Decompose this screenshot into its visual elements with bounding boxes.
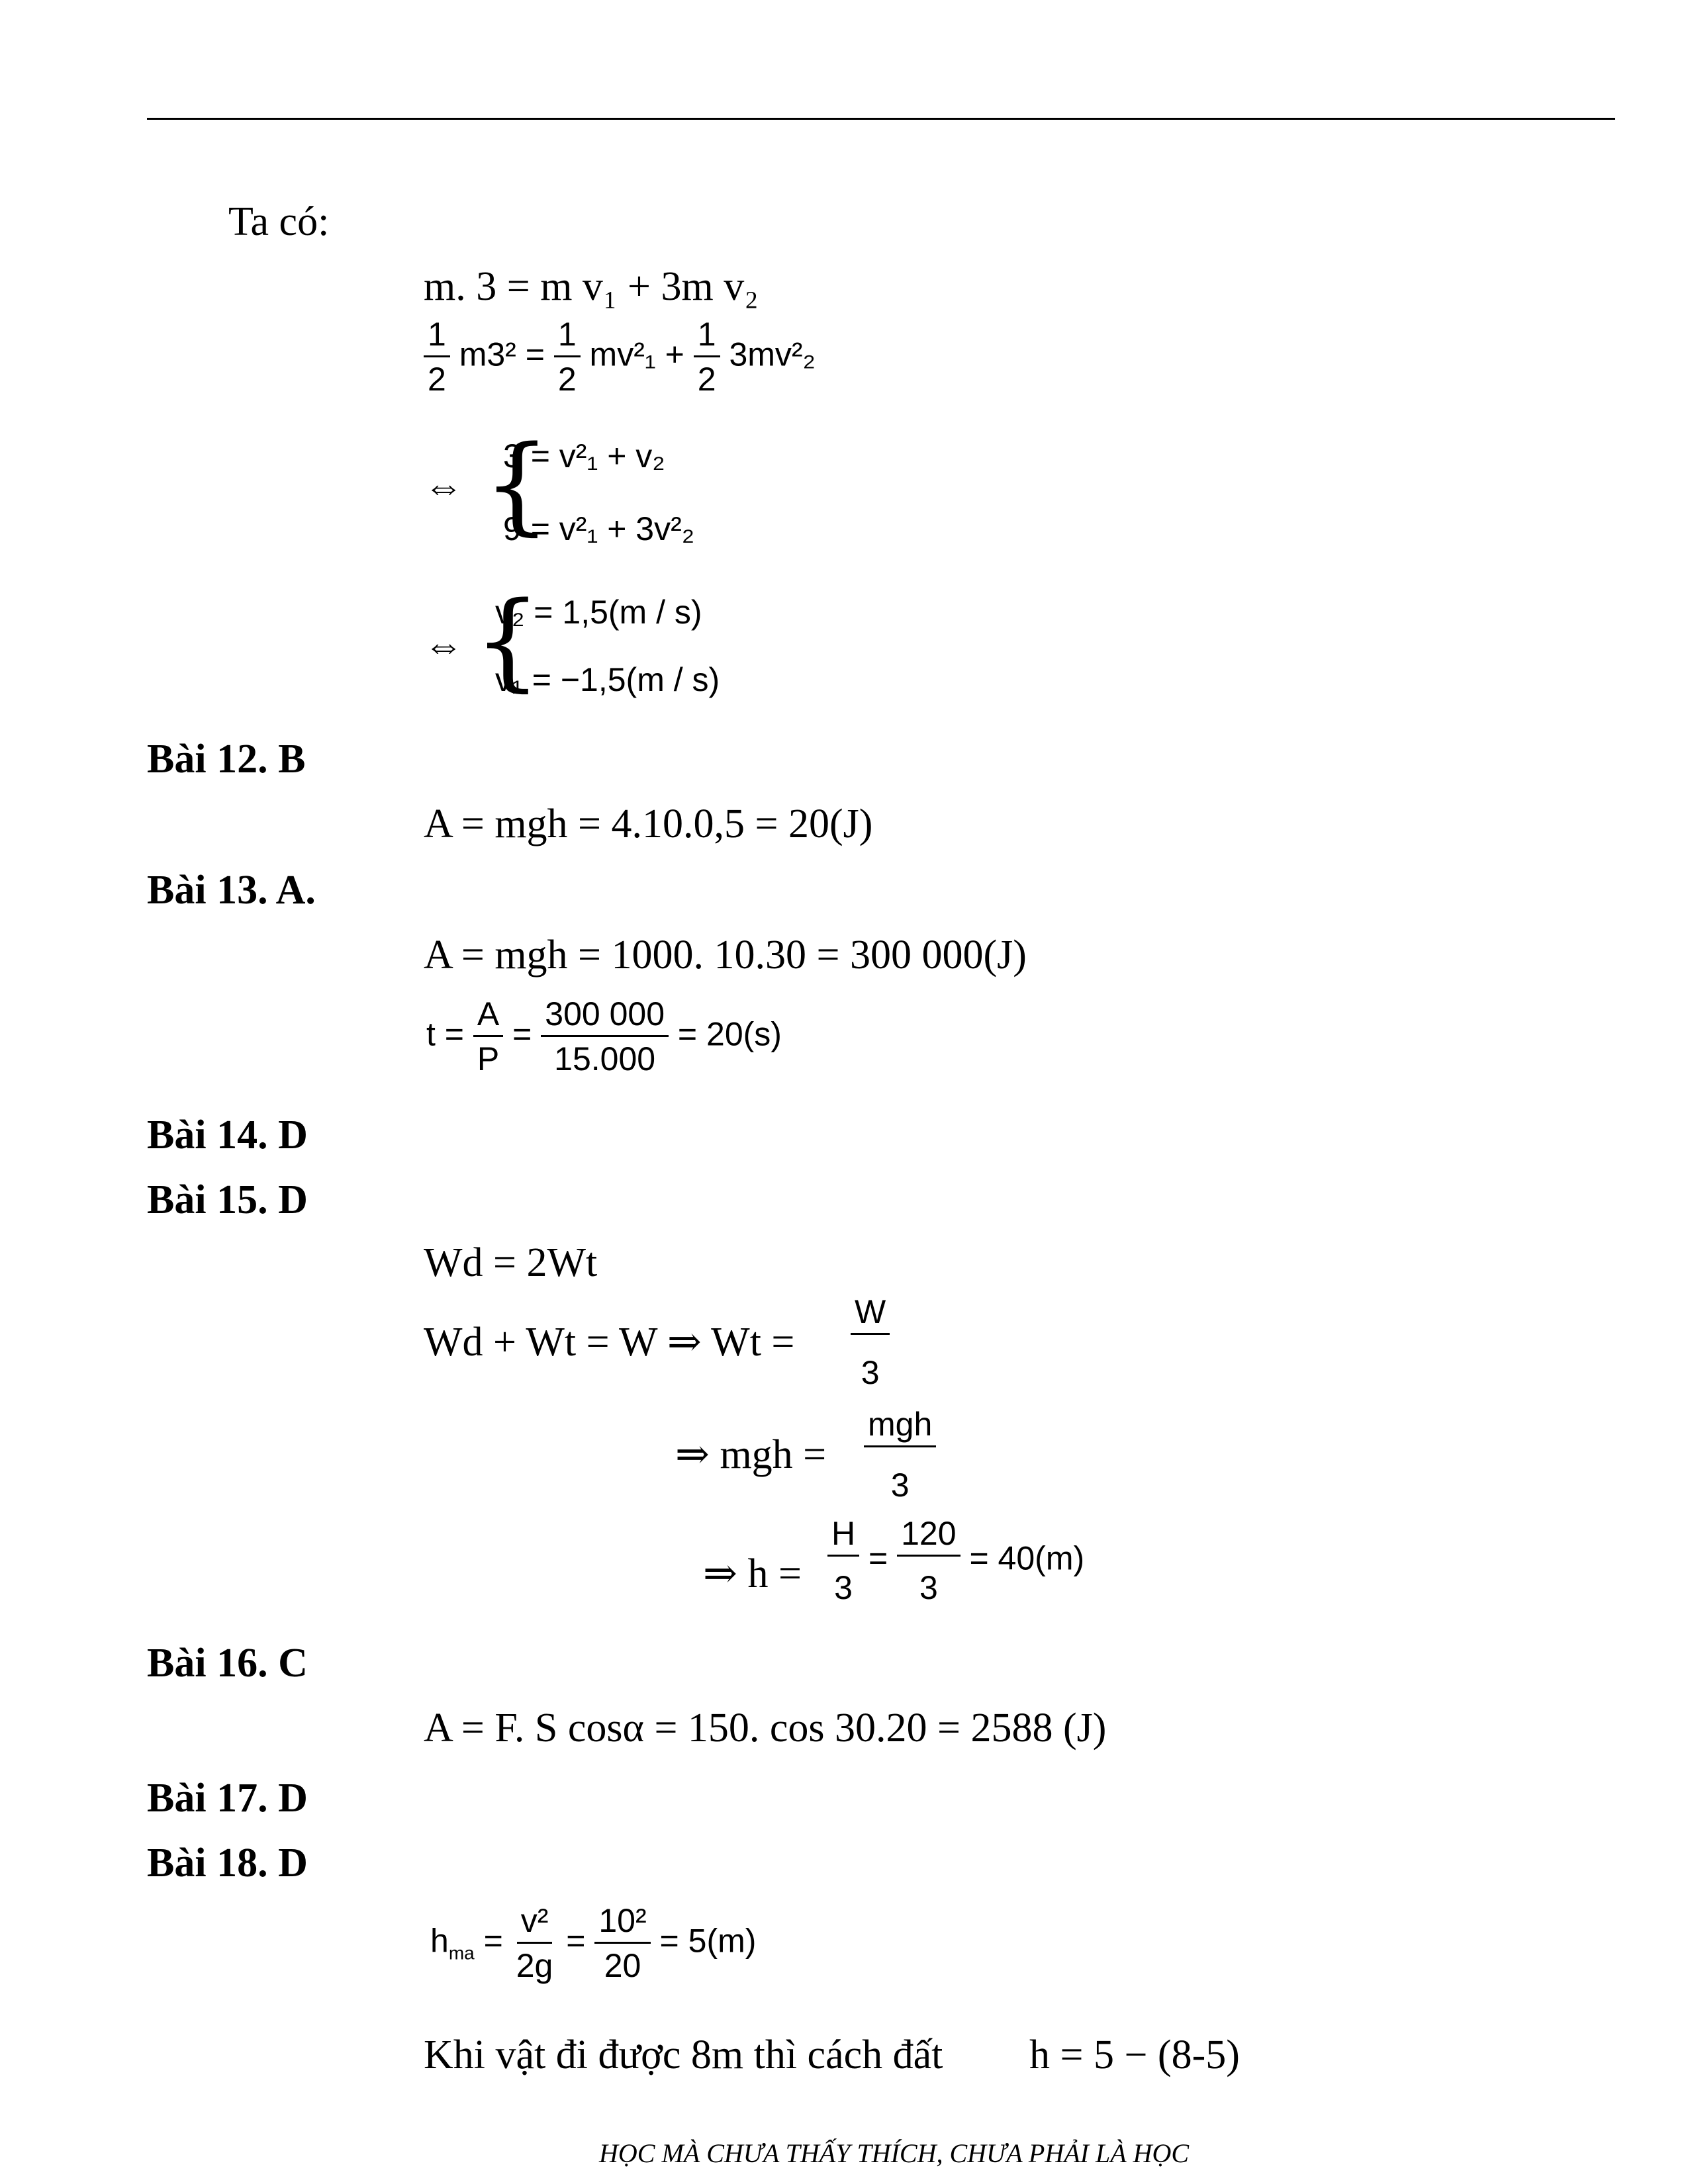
equivalence-arrow-2: ⇔: [424, 623, 463, 667]
bai12-title: Bài 12. B: [147, 737, 306, 782]
bai13-work-equation: A = mgh = 1000. 10.30 = 300 000(J): [424, 933, 1027, 978]
system-line-2: 9 = v²₁ + 3v²₂: [503, 510, 695, 547]
ta-co-label: Ta có:: [228, 199, 330, 244]
momentum-equation: m. 3 = m v₁ + 3m v₂: [424, 264, 759, 309]
bai12-equation: A = mgh = 4.10.0,5 = 20(J): [424, 801, 873, 846]
frac-half-1: $\frac{1}{2}$: [424, 316, 450, 398]
bai16-equation: A = F. S cosα = 150. cos 30.20 = 2588 (J): [424, 1706, 1107, 1751]
equivalence-arrow-1: ⇔: [424, 464, 463, 508]
frac-work-over-power: $\frac{300 000}{15.000}$: [541, 996, 669, 1077]
frac-a-over-p: $\frac{A}{P}$: [473, 996, 503, 1077]
bai15-title: Bài 15. D: [147, 1177, 308, 1222]
bai14-title: Bài 14. D: [147, 1113, 308, 1158]
energy-equation: $\frac{1}{2}$ m3² = $\frac{1}{2}$ mv²₁ + $\frac{1}{2}$ 3mv²₂: [424, 316, 816, 398]
bai13-time-equation: t = $\frac{A}{P}$ = $\frac{300 000}{15.000}$ = 20(s): [426, 995, 782, 1077]
left-brace-icon: {: [483, 422, 551, 546]
bai15-eq2: Wd + Wt = W ⇒ Wt =: [424, 1320, 795, 1365]
solution-v2: v₂ = 1,5(m / s): [495, 594, 702, 631]
frac-half-2: $\frac{1}{2}$: [554, 316, 581, 398]
bai18-max-height: $h_{ma}$ = $\frac{\text{v²}}{2g}$ = $\frac{\text{10²}}{20}$ = 5(m): [430, 1902, 757, 1984]
bai15-eq1: Wd = 2Wt: [424, 1240, 598, 1285]
frac-mgh-over-3: $\frac{\text{mgh}}{3}$: [864, 1406, 936, 1504]
bai15-height-result: $\frac{H}{3}$ = $\frac{120}{3}$ = 40(m): [827, 1516, 1084, 1606]
bai15-eq3: ⇒ mgh =: [675, 1432, 827, 1477]
bai18-text: Khi vật đi được 8m thì cách đất: [424, 2032, 943, 2077]
bai15-eq4: ⇒ h =: [703, 1551, 802, 1596]
frac-half-3: $\frac{1}{2}$: [694, 316, 720, 398]
bai13-title: Bài 13. A.: [147, 868, 316, 913]
system-line-1: 3 = v²₁ + v₂: [503, 437, 665, 475]
left-brace-icon-2: {: [474, 578, 541, 702]
bai18-final-eq: h = 5 − (8-5): [1029, 2032, 1240, 2077]
header-rule: [147, 118, 1615, 120]
solution-v1: v₁ = −1,5(m / s): [495, 661, 720, 698]
bai18-title: Bài 18. D: [147, 1841, 308, 1886]
page-footer: HỌC MÀ CHƯA THẤY THÍCH, CHƯA PHẢI LÀ HỌC: [599, 2138, 1190, 2168]
bai16-title: Bài 16. C: [147, 1641, 308, 1686]
bai17-title: Bài 17. D: [147, 1776, 308, 1821]
frac-w-over-3: $\frac{W}{3}$: [851, 1294, 890, 1391]
